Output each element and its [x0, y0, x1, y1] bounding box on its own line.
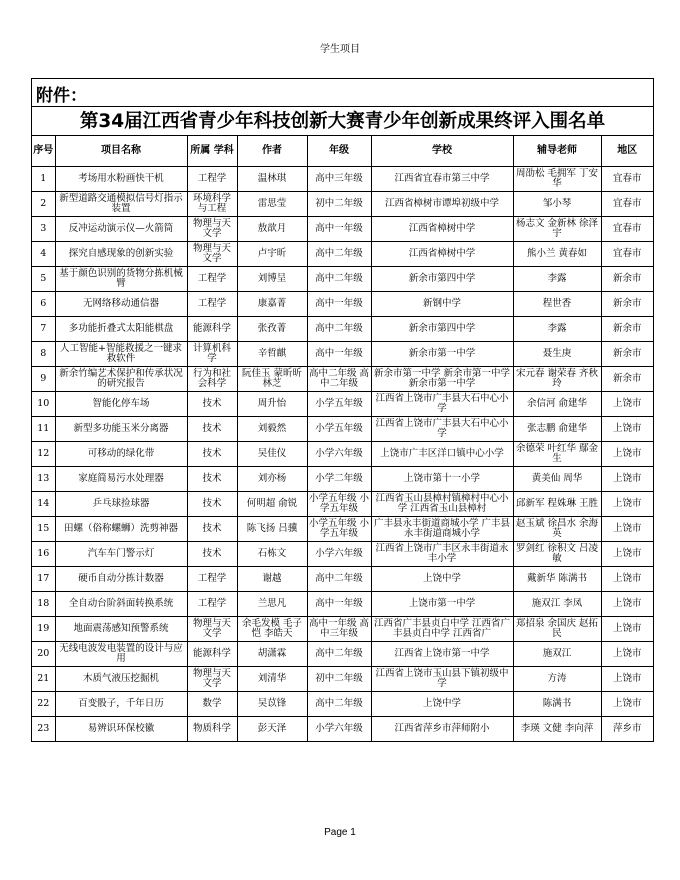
cell-teacher: 施双江	[513, 641, 601, 666]
column-header: 作者	[237, 136, 307, 166]
cell-school: 上饶市第一中学	[371, 591, 513, 616]
cell-author: 张孜菁	[237, 316, 307, 341]
cell-subject: 技术	[187, 441, 237, 466]
cell-grade: 小学五年级 小学五年级	[307, 516, 371, 541]
cell-subject: 物质科学	[187, 716, 237, 741]
document-title: 第34届江西省青少年科技创新大赛青少年创新成果终评入围名单	[32, 107, 653, 136]
cell-school: 上饶市广丰区洋口镇中心小学	[371, 441, 513, 466]
cell-teacher: 黄美仙 周华	[513, 466, 601, 491]
cell-school: 新余市第四中学	[371, 266, 513, 291]
table-row	[32, 391, 653, 416]
cell-no: 3	[32, 216, 55, 241]
cell-grade: 高中一年级	[307, 216, 371, 241]
cell-region: 新余市	[601, 291, 653, 316]
cell-grade: 高中二年级	[307, 316, 371, 341]
cell-subject: 行为和社会科学	[187, 366, 237, 391]
cell-subject: 物理与天文学	[187, 666, 237, 691]
cell-author: 彭天泽	[237, 716, 307, 741]
cell-teacher: 张志鹏 俞建华	[513, 416, 601, 441]
cell-region: 新余市	[601, 266, 653, 291]
cell-school: 新余市第四中学	[371, 316, 513, 341]
cell-author: 雷思莹	[237, 191, 307, 216]
column-header: 年级	[307, 136, 371, 166]
cell-school: 上饶市第十一小学	[371, 466, 513, 491]
table-row	[32, 716, 653, 741]
cell-no: 23	[32, 716, 55, 741]
cell-name: 易辨识环保校徽	[55, 716, 187, 741]
cell-no: 12	[32, 441, 55, 466]
column-header: 项目名称	[55, 136, 187, 166]
cell-school: 江西省樟树市谭埠初级中学	[371, 191, 513, 216]
cell-region: 萍乡市	[601, 716, 653, 741]
cell-name: 新余竹编艺术保护和传承状况的研究报告	[55, 366, 187, 391]
column-header: 辅导老师	[513, 136, 601, 166]
cell-teacher: 戴新华 陈满书	[513, 566, 601, 591]
cell-teacher: 聂生庚	[513, 341, 601, 366]
cell-school: 江西省上饶市广丰县大石中心小学	[371, 416, 513, 441]
cell-name: 汽车车门警示灯	[55, 541, 187, 566]
cell-name: 木质气液压挖掘机	[55, 666, 187, 691]
cell-teacher: 方涛	[513, 666, 601, 691]
cell-name: 硬币自动分拣计数器	[55, 566, 187, 591]
cell-no: 20	[32, 641, 55, 666]
cell-name: 反冲运动演示仪—火箭筒	[55, 216, 187, 241]
cell-teacher: 赵玉斌 徐昌水 余海英	[513, 516, 601, 541]
table-row	[32, 491, 653, 516]
cell-teacher: 余信河 俞建华	[513, 391, 601, 416]
cell-teacher: 罗剑红 徐积文 吕凌敏	[513, 541, 601, 566]
cell-author: 辛哲麒	[237, 341, 307, 366]
table-row	[32, 241, 653, 266]
cell-name: 乒乓球捡球器	[55, 491, 187, 516]
cell-region: 上饶市	[601, 616, 653, 641]
cell-subject: 工程学	[187, 566, 237, 591]
cell-no: 14	[32, 491, 55, 516]
cell-name: 地面震荡感知预警系统	[55, 616, 187, 641]
cell-school: 上饶中学	[371, 566, 513, 591]
cell-teacher: 施双江 李凤	[513, 591, 601, 616]
cell-grade: 高中一年级	[307, 591, 371, 616]
cell-region: 上饶市	[601, 391, 653, 416]
cell-grade: 高中一年级 高中三年级	[307, 616, 371, 641]
cell-author: 刘博呈	[237, 266, 307, 291]
cell-region: 上饶市	[601, 666, 653, 691]
cell-region: 上饶市	[601, 691, 653, 716]
cell-region: 上饶市	[601, 516, 653, 541]
cell-subject: 数学	[187, 691, 237, 716]
cell-no: 9	[32, 366, 55, 391]
cell-name: 考场用水粉画快干机	[55, 166, 187, 191]
table-row	[32, 366, 653, 391]
cell-region: 上饶市	[601, 491, 653, 516]
attachment-label: 附件：	[32, 79, 653, 107]
cell-school: 江西省上饶市广丰县大石中心小学	[371, 391, 513, 416]
cell-region: 上饶市	[601, 566, 653, 591]
cell-name: 无网络移动通信器	[55, 291, 187, 316]
cell-name: 多功能折叠式太阳能棋盘	[55, 316, 187, 341]
table-row	[32, 591, 653, 616]
cell-region: 新余市	[601, 316, 653, 341]
cell-teacher: 熊小兰 黄春如	[513, 241, 601, 266]
cell-author: 吴苡锋	[237, 691, 307, 716]
cell-author: 刘毅然	[237, 416, 307, 441]
cell-no: 16	[32, 541, 55, 566]
cell-no: 17	[32, 566, 55, 591]
cell-grade: 高中二年级 高中二年级	[307, 366, 371, 391]
cell-school: 广丰县永丰街道商城小学 广丰县永丰街道商城小学	[371, 516, 513, 541]
cell-region: 上饶市	[601, 641, 653, 666]
cell-no: 8	[32, 341, 55, 366]
cell-grade: 高中二年级	[307, 266, 371, 291]
cell-teacher: 余德荣 叶红华 鄢金生	[513, 441, 601, 466]
cell-no: 2	[32, 191, 55, 216]
cell-school: 江西省上饶市玉山县下镇初级中学	[371, 666, 513, 691]
cell-author: 余毛发模 毛子恺 李皓天	[237, 616, 307, 641]
table-header-row	[32, 136, 653, 166]
cell-subject: 计算机科学	[187, 341, 237, 366]
cell-region: 宜春市	[601, 241, 653, 266]
cell-name: 全自动台阶斜面转换系统	[55, 591, 187, 616]
cell-name: 新型道路交通模拟信号灯指示装置	[55, 191, 187, 216]
table-row	[32, 416, 653, 441]
table-row	[32, 516, 653, 541]
column-header: 地区	[601, 136, 653, 166]
cell-no: 7	[32, 316, 55, 341]
cell-subject: 技术	[187, 491, 237, 516]
cell-subject: 技术	[187, 466, 237, 491]
column-header: 序号	[32, 136, 55, 166]
table-row	[32, 616, 653, 641]
cell-no: 18	[32, 591, 55, 616]
cell-school: 江西省萍乡市萍师附小	[371, 716, 513, 741]
table-row	[32, 341, 653, 366]
table-row	[32, 441, 653, 466]
cell-school: 江西省上饶市第一中学	[371, 641, 513, 666]
cell-grade: 高中一年级	[307, 341, 371, 366]
cell-teacher: 宋元春 谢荣春 齐秋玲	[513, 366, 601, 391]
cell-name: 智能化停车场	[55, 391, 187, 416]
cell-author: 兰思凡	[237, 591, 307, 616]
cell-name: 可移动的绿化带	[55, 441, 187, 466]
cell-subject: 环境科学与工程	[187, 191, 237, 216]
cell-region: 上饶市	[601, 441, 653, 466]
cell-school: 新余市第一中学	[371, 341, 513, 366]
cell-school: 上饶中学	[371, 691, 513, 716]
cell-grade: 小学六年级	[307, 716, 371, 741]
cell-region: 上饶市	[601, 466, 653, 491]
cell-no: 5	[32, 266, 55, 291]
table-row	[32, 291, 653, 316]
cell-region: 新余市	[601, 366, 653, 391]
column-header: 学校	[371, 136, 513, 166]
cell-no: 10	[32, 391, 55, 416]
cell-no: 21	[32, 666, 55, 691]
cell-name: 新型多功能玉米分离器	[55, 416, 187, 441]
cell-no: 15	[32, 516, 55, 541]
cell-no: 6	[32, 291, 55, 316]
cell-name: 百变骰子，千年日历	[55, 691, 187, 716]
cell-teacher: 李瑛 文健 李向萍	[513, 716, 601, 741]
cell-region: 上饶市	[601, 541, 653, 566]
cell-grade: 高中二年级	[307, 641, 371, 666]
cell-no: 11	[32, 416, 55, 441]
cell-grade: 高中二年级	[307, 566, 371, 591]
cell-grade: 小学五年级	[307, 416, 371, 441]
table-row	[32, 541, 653, 566]
table-row	[32, 466, 653, 491]
cell-author: 周升怡	[237, 391, 307, 416]
cell-author: 温林琪	[237, 166, 307, 191]
cell-grade: 初中二年级	[307, 666, 371, 691]
cell-region: 宜春市	[601, 166, 653, 191]
cell-grade: 小学六年级	[307, 441, 371, 466]
cell-name: 人工智能+智能救援之一键求救软件	[55, 341, 187, 366]
cell-grade: 小学六年级	[307, 541, 371, 566]
table-row	[32, 166, 653, 191]
table-row	[32, 216, 653, 241]
cell-subject: 物理与天文学	[187, 241, 237, 266]
finalist-table	[32, 136, 653, 742]
cell-teacher: 邱新军 程姝琳 王胜	[513, 491, 601, 516]
cell-grade: 高中二年级	[307, 241, 371, 266]
cell-author: 敖歆月	[237, 216, 307, 241]
cell-author: 吴佳仪	[237, 441, 307, 466]
cell-school: 江西省上饶市广丰区永丰街道永丰小学	[371, 541, 513, 566]
cell-grade: 初中二年级	[307, 191, 371, 216]
cell-subject: 能源科学	[187, 641, 237, 666]
cell-subject: 工程学	[187, 591, 237, 616]
cell-grade: 高中二年级	[307, 691, 371, 716]
cell-teacher: 杨志文 金新林 徐泽宇	[513, 216, 601, 241]
cell-region: 宜春市	[601, 216, 653, 241]
cell-author: 何明超 俞锐	[237, 491, 307, 516]
cell-author: 刘亦杨	[237, 466, 307, 491]
cell-no: 13	[32, 466, 55, 491]
cell-region: 上饶市	[601, 591, 653, 616]
cell-author: 石栋文	[237, 541, 307, 566]
cell-subject: 技术	[187, 516, 237, 541]
table-row	[32, 316, 653, 341]
cell-author: 陈飞扬 吕骥	[237, 516, 307, 541]
cell-teacher: 程世香	[513, 291, 601, 316]
cell-teacher: 周劭松 毛拥军 丁安华	[513, 166, 601, 191]
cell-subject: 工程学	[187, 291, 237, 316]
table-row	[32, 666, 653, 691]
cell-subject: 技术	[187, 541, 237, 566]
cell-name: 家庭简易污水处理器	[55, 466, 187, 491]
cell-grade: 小学二年级	[307, 466, 371, 491]
table-row	[32, 266, 653, 291]
cell-school: 江西省玉山县樟村镇樟村中心小学 江西省玉山县樟村	[371, 491, 513, 516]
cell-grade: 高中一年级	[307, 291, 371, 316]
cell-author: 卢宇昕	[237, 241, 307, 266]
cell-subject: 物理与天文学	[187, 216, 237, 241]
cell-subject: 能源科学	[187, 316, 237, 341]
cell-teacher: 邹小琴	[513, 191, 601, 216]
cell-no: 4	[32, 241, 55, 266]
cell-grade: 小学五年级	[307, 391, 371, 416]
table-row	[32, 191, 653, 216]
cell-author: 谢越	[237, 566, 307, 591]
cell-no: 22	[32, 691, 55, 716]
cell-subject: 技术	[187, 416, 237, 441]
cell-subject: 物理与天文学	[187, 616, 237, 641]
cell-name: 田螺（俗称螺蛳）洗剪神器	[55, 516, 187, 541]
cell-author: 胡潇霖	[237, 641, 307, 666]
cell-no: 19	[32, 616, 55, 641]
column-header: 所属 学科	[187, 136, 237, 166]
cell-subject: 技术	[187, 391, 237, 416]
page-footer: Page 1	[324, 827, 356, 838]
cell-name: 基于颜色识别的货物分拣机械臂	[55, 266, 187, 291]
page-header: 学生项目	[320, 44, 360, 55]
cell-name: 探究自感现象的创新实验	[55, 241, 187, 266]
cell-name: 无线电波发电装置的设计与应用	[55, 641, 187, 666]
cell-grade: 高中三年级	[307, 166, 371, 191]
cell-teacher: 郑招泉 余国庆 赵拓民	[513, 616, 601, 641]
spreadsheet-sheet	[31, 78, 654, 742]
cell-school: 江西省樟树中学	[371, 241, 513, 266]
cell-school: 江西省宜春市第三中学	[371, 166, 513, 191]
table-row	[32, 566, 653, 591]
cell-school: 江西省樟树中学	[371, 216, 513, 241]
cell-author: 康嘉菁	[237, 291, 307, 316]
table-row	[32, 691, 653, 716]
cell-author: 刘清华	[237, 666, 307, 691]
cell-teacher: 李露	[513, 266, 601, 291]
cell-author: 阮佳玉 蒙昕昕 林芝	[237, 366, 307, 391]
cell-subject: 工程学	[187, 266, 237, 291]
cell-region: 宜春市	[601, 191, 653, 216]
cell-teacher: 李露	[513, 316, 601, 341]
cell-teacher: 陈满书	[513, 691, 601, 716]
cell-region: 新余市	[601, 341, 653, 366]
cell-school: 新钢中学	[371, 291, 513, 316]
cell-grade: 小学五年级 小学五年级	[307, 491, 371, 516]
cell-region: 上饶市	[601, 416, 653, 441]
cell-subject: 工程学	[187, 166, 237, 191]
cell-no: 1	[32, 166, 55, 191]
cell-school: 新余市第一中学 新余市第一中学 新余市第一中学	[371, 366, 513, 391]
cell-school: 江西省广丰县贞白中学 江西省广丰县贞白中学 江西省广	[371, 616, 513, 641]
table-row	[32, 641, 653, 666]
